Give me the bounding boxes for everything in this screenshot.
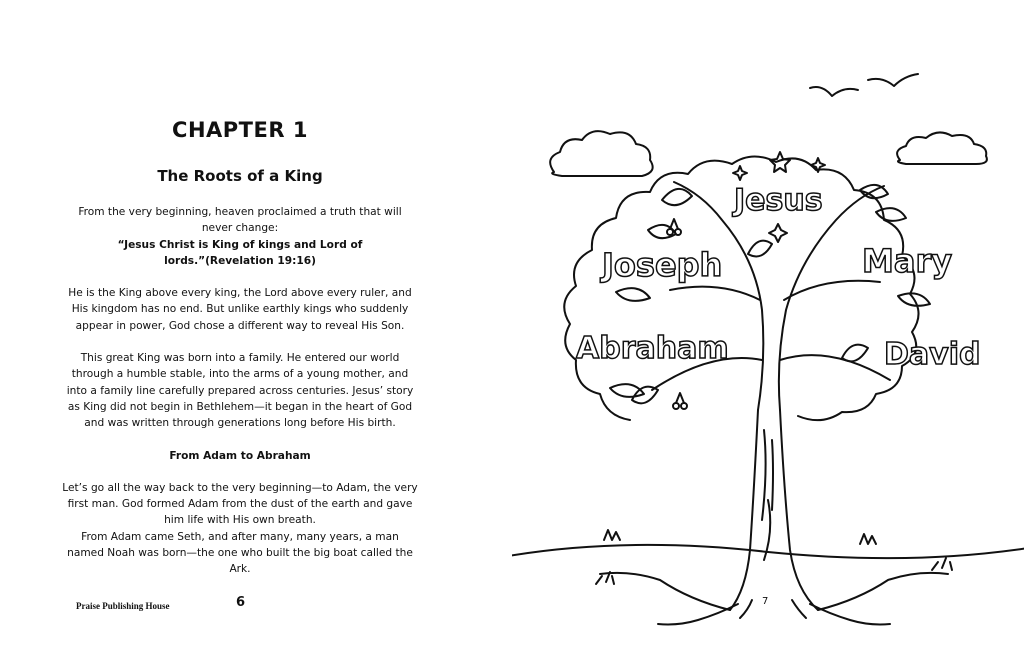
tree-name-david: David <box>884 337 981 372</box>
right-page <box>512 0 1024 663</box>
tree-name-jesus: Jesus <box>734 183 823 218</box>
section-heading: From Adam to Abraham <box>169 449 311 462</box>
leaf-icon <box>842 345 868 362</box>
page-number-left: 6 <box>236 595 246 610</box>
tree-name-joseph: Joseph <box>602 246 723 284</box>
tree-roots <box>600 573 730 610</box>
chapter-subtitle: The Roots of a King <box>157 167 323 185</box>
cloud-icon <box>897 132 987 164</box>
page-number-right: 7 <box>762 596 769 607</box>
grass-icon <box>604 530 620 540</box>
bird-icon <box>810 87 858 96</box>
leaf-icon <box>616 288 650 301</box>
sparkle-icon <box>733 166 747 180</box>
star-icon <box>770 152 790 172</box>
intro-paragraph: From the very beginning, heaven proclaimed a truth that will never change: <box>78 206 402 235</box>
cloud-icon <box>550 131 653 176</box>
scripture-quote: “Jesus Christ is King of kings and Lord of lords.”(Revelation 19:16) <box>117 238 363 267</box>
body-text <box>62 204 418 578</box>
family-tree-illustration <box>512 0 1024 663</box>
bird-icon <box>868 74 918 86</box>
family-paragraph: This great King was born into a family. He entered our world through a humble stable, into the arms of a young mother, and into a family line carefully prepared across centuries. Jesus’ story as King did not begin in Bethlehem—it began in the heart of God and was written through generations long before His birth. <box>66 352 414 430</box>
noah-paragraph: From Adam came Seth, and after many, many years, a man named Noah was born—the one who built the big boat called the Ark. <box>67 530 413 576</box>
leaf-icon <box>662 189 692 205</box>
tree-name-abraham: Abraham <box>576 331 729 366</box>
grass-icon <box>860 534 876 544</box>
tree-name-mary: Mary <box>862 242 953 280</box>
chapter-title: CHAPTER 1 <box>172 118 308 142</box>
leaf-icon <box>748 241 772 257</box>
sparkle-icon <box>769 224 787 242</box>
publisher-footer: Praise Publishing House <box>76 601 170 611</box>
leaf-icon <box>876 208 906 221</box>
adam-paragraph: Let’s go all the way back to the very beginning—to Adam, the very first man. God formed Adam from the dust of the earth and gave him life with His own breath. <box>62 481 418 527</box>
king-paragraph: He is the King above every king, the Lord above every ruler, and His kingdom has no end. But unlike earthly kings who suddenly appear in power, God chose a different way to reveal His Son. <box>68 287 412 332</box>
